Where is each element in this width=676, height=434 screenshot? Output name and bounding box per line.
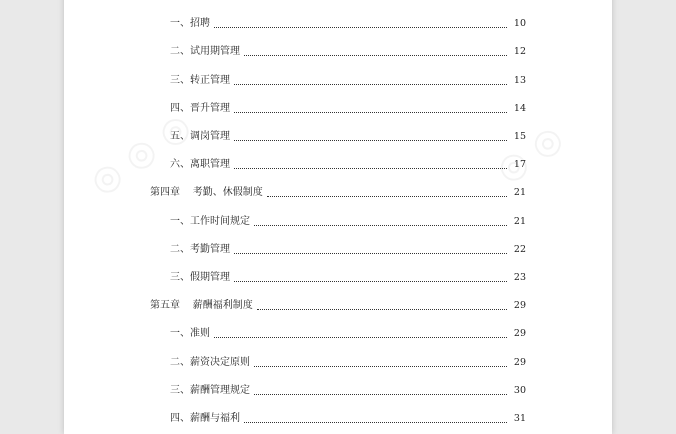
toc-entry-title: 五、调岗管理 (170, 131, 230, 142)
toc-entry[interactable] (64, 99, 612, 115)
toc-entry[interactable] (64, 71, 612, 87)
toc-leader-dots (244, 422, 507, 423)
toc-entry-page-number: 21 (513, 215, 526, 227)
toc-entry[interactable] (64, 155, 612, 171)
toc-entry-page-number: 22 (513, 243, 526, 255)
toc-leader-dots (254, 225, 507, 226)
toc-entry-title: 一、工作时间规定 (170, 215, 250, 227)
toc-entry[interactable] (64, 409, 612, 425)
toc-entry-title: 四、薪酬与福利 (170, 413, 240, 424)
toc-entry-title: 六、离职管理 (170, 159, 230, 171)
toc-entry[interactable] (64, 353, 612, 369)
toc-leader-dots (234, 168, 507, 169)
toc-entry[interactable] (64, 42, 612, 58)
toc-entry[interactable] (64, 127, 612, 143)
toc-leader-dots (234, 84, 507, 85)
toc-entry-page-number: 29 (513, 356, 526, 368)
toc-entry-page-number: 21 (513, 187, 526, 199)
toc-entry-title: 二、试用期管理 (170, 46, 240, 58)
toc-entry-title: 二、薪资决定原则 (170, 356, 250, 368)
toc-entry-title: 第四章 考勤、休假制度 (150, 187, 263, 199)
toc-entry-page-number: 17 (513, 159, 526, 171)
toc-leader-dots (234, 112, 507, 113)
toc-entry-page-number: 29 (513, 300, 526, 312)
toc-entry[interactable] (64, 381, 612, 397)
toc-entry-page-number: 31 (513, 413, 526, 424)
toc-entry-title: 三、假期管理 (170, 272, 230, 283)
toc-entry-title (150, 0, 255, 2)
toc-leader-dots (214, 337, 507, 338)
toc-entry[interactable] (64, 296, 612, 312)
toc-entry[interactable] (64, 240, 612, 256)
toc-entry-page-number: 23 (513, 272, 526, 283)
toc-entry-title: 一、准则 (170, 328, 210, 340)
toc-entry-page-number: 29 (513, 328, 526, 340)
document-page (64, 0, 612, 434)
toc-leader-dots (234, 281, 507, 282)
toc-entry[interactable] (64, 268, 612, 284)
toc-entry-title: 三、转正管理 (170, 74, 230, 86)
toc-leader-dots (254, 366, 507, 367)
toc-entry-page-number: 12 (513, 46, 526, 58)
toc-entry-title: 一、招聘 (170, 18, 210, 30)
toc-entry-page-number: 15 (513, 131, 526, 142)
toc-entry-title: 三、薪酬管理规定 (170, 384, 250, 396)
toc-entry[interactable] (64, 212, 612, 228)
toc-entry-title: 第五章 薪酬福利制度 (150, 300, 253, 312)
toc-leader-dots (267, 196, 507, 197)
toc-entry-page-number: 30 (513, 384, 526, 396)
toc-leader-dots (234, 253, 507, 254)
toc-entry-page-number: 13 (513, 74, 526, 86)
toc-leader-dots (244, 55, 507, 56)
toc-entry[interactable] (64, 183, 612, 199)
toc-entry-page-number: 14 (513, 102, 526, 114)
toc-entry-page-number: 10 (513, 18, 526, 30)
toc-entry[interactable] (64, 0, 612, 2)
toc-entry[interactable] (64, 14, 612, 30)
toc-leader-dots (214, 27, 507, 28)
toc-entry-title: 二、考勤管理 (170, 243, 230, 255)
toc-entry-page-number (510, 0, 526, 2)
toc-leader-dots (234, 140, 507, 141)
toc-leader-dots (257, 309, 507, 310)
toc-entry[interactable] (64, 324, 612, 340)
toc-leader-dots (254, 394, 507, 395)
toc-entry-title: 四、晋升管理 (170, 102, 230, 114)
